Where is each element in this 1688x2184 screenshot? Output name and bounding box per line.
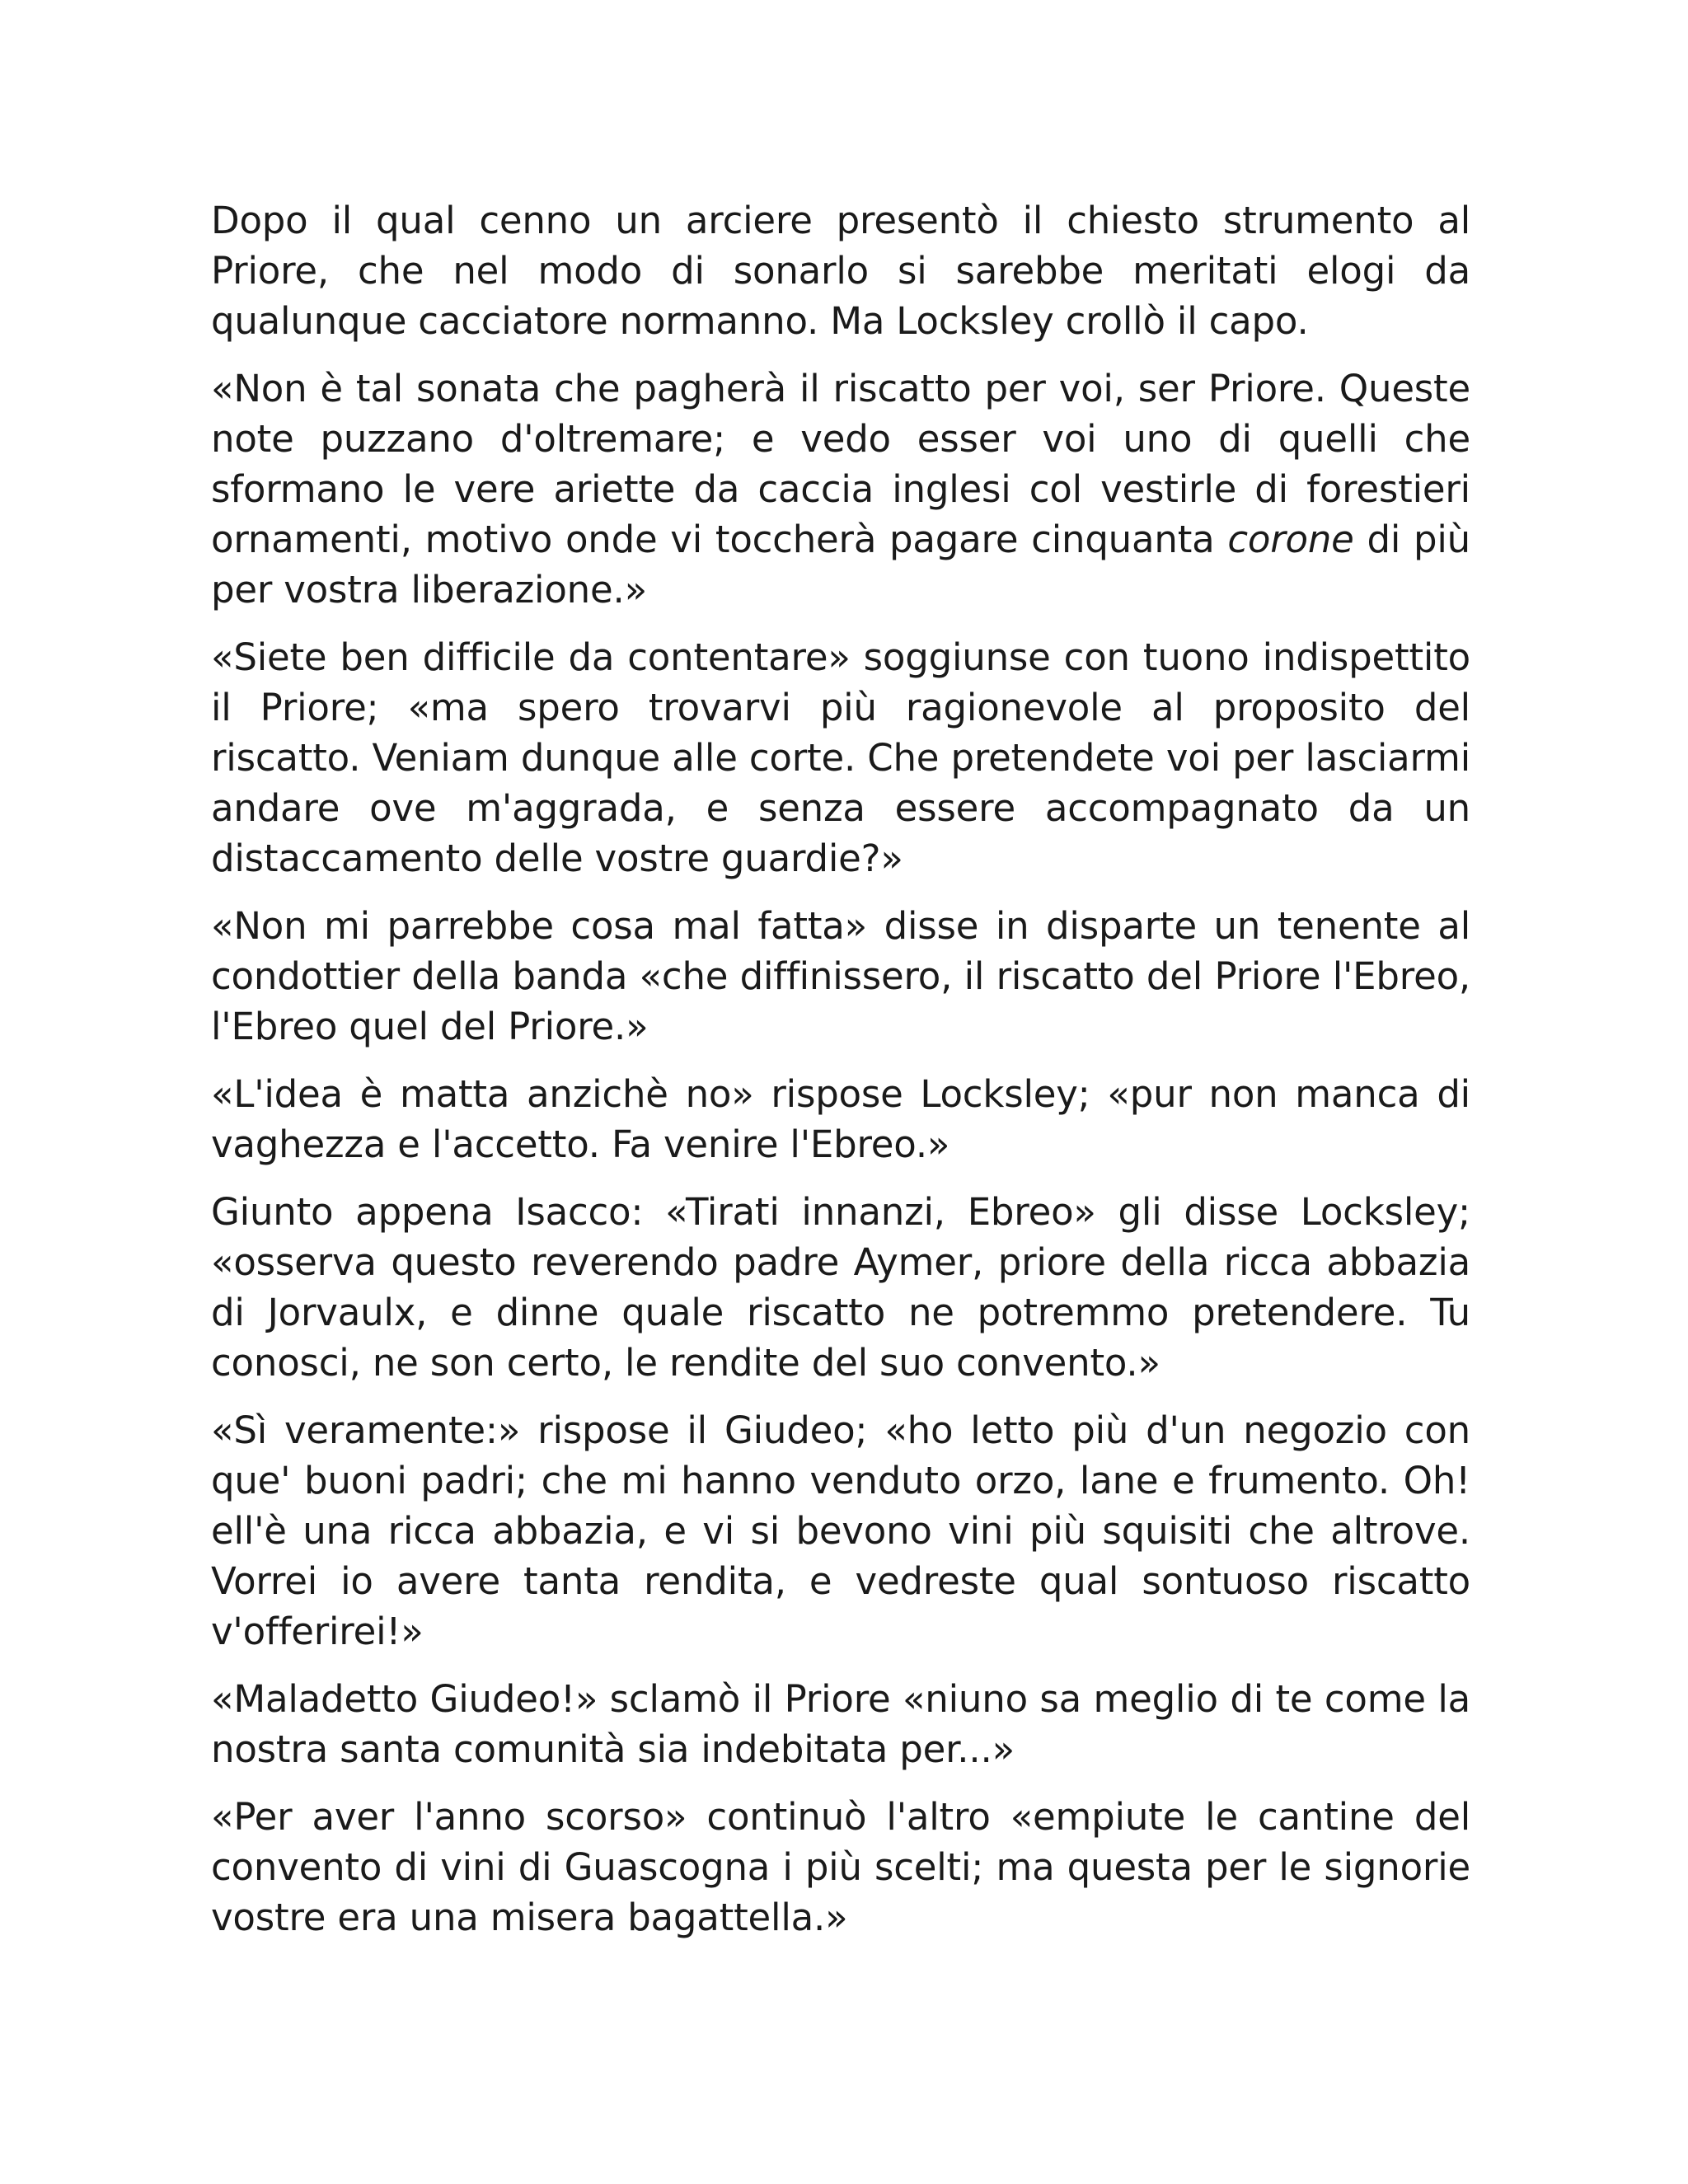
paragraph-text: «Per aver l'anno scorso» continuò l'altro «empiute le cantine del convento di vini di Guascogna i più scelti; ma questa per le signorie vostre era una misera bagattella.»: [211, 1795, 1470, 1939]
paragraph-text: «Sì veramente:» rispose il Giudeo; «ho letto più d'un negozio con que' buoni padri; che mi hanno venduto orzo, lane e frumento. Oh! ell'è una ricca abbazia, e vi si bevono vini più squisiti che altrove. Vorrei io avere tanta rendita, e vedreste qual sontuoso riscatto v'offerirei!»: [211, 1408, 1470, 1653]
paragraph: [211, 1792, 1470, 1943]
paragraph: [211, 363, 1470, 615]
paragraph: [211, 632, 1470, 883]
paragraph: [211, 1674, 1470, 1774]
paragraph-text: «Siete ben difficile da contentare» soggiunse con tuono indispettito il Priore; «ma spero trovarvi più ragionevole al proposito del riscatto. Veniam dunque alle corte. Che pretendete voi per lasciarmi andare ove m'aggrada, e senza essere accompagnato da un distaccamento delle vostre guardie?»: [211, 635, 1470, 880]
paragraph-text: «L'idea è matta anzichè no» rispose Locksley; «pur non manca di vaghezza e l'accetto. Fa venire l'Ebreo.»: [211, 1072, 1470, 1166]
paragraph: [211, 1187, 1470, 1388]
paragraph-text: «Maladetto Giudeo!» sclamò il Priore «niuno sa meglio di te come la nostra santa comunità sia indebitata per...»: [211, 1677, 1470, 1771]
paragraph: [211, 1069, 1470, 1169]
paragraph-text: Dopo il qual cenno un arciere presentò il chiesto strumento al Priore, che nel modo di sonarlo si sarebbe meritati elogi da qualunque cacciatore normanno. Ma Locksley crollò il capo.: [211, 199, 1470, 343]
page-body: [211, 195, 1470, 1960]
paragraph-text: «Non mi parrebbe cosa mal fatta» disse in disparte un tenente al condottier della banda «che diffinissero, il riscatto del Priore l'Ebreo, l'Ebreo quel del Priore.»: [211, 904, 1470, 1048]
paragraph-text: Giunto appena Isacco: «Tirati innanzi, Ebreo» gli disse Locksley; «osserva questo reverendo padre Aymer, priore della ricca abbazia di Jorvaulx, e dinne quale riscatto ne potremmo pretendere. Tu conosci, ne son certo, le rendite del suo convento.»: [211, 1190, 1470, 1385]
paragraph: [211, 1405, 1470, 1657]
paragraph-text: di più per vostra liberazione.»: [211, 518, 1470, 612]
italic-word: corone: [1227, 518, 1354, 561]
paragraph: [211, 901, 1470, 1052]
paragraph: [211, 195, 1470, 346]
paragraph-text: «Non è tal sonata che pagherà il riscatto per voi, ser Priore. Queste note puzzano d'oltremare; e vedo esser voi uno di quelli che sformano le vere ariette da caccia inglesi col vestirle di forestieri ornamenti, motivo onde vi toccherà pagare cinquanta: [211, 367, 1470, 561]
